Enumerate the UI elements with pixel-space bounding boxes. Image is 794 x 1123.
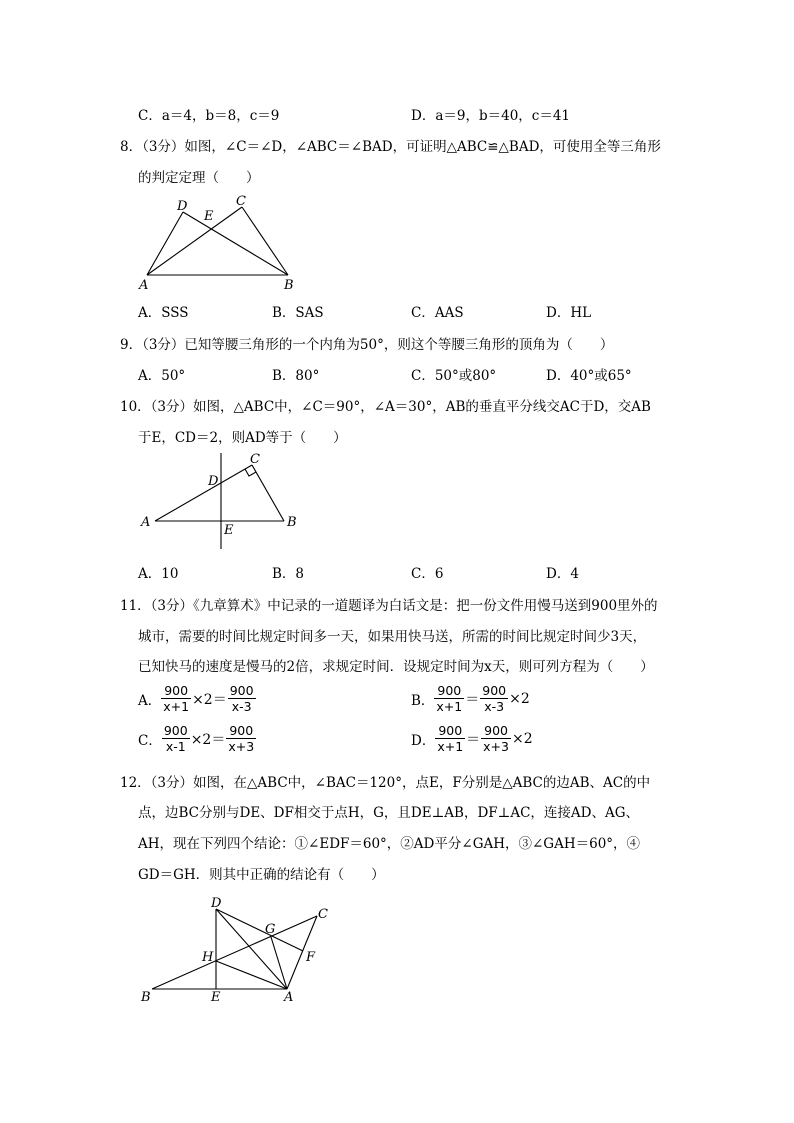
q10-label-b: B [287,515,297,530]
q9-option-c[interactable]: C．50°或80° [411,368,497,384]
q11-c-fraction-right: $\frac{900}{x+3}$ [228,723,255,754]
q11-option-b[interactable]: B． $\frac{900}{x+1}$ ＝ $\frac{900}{x-3}$ ×2 [411,683,530,714]
q8-figure [135,188,305,296]
q8-label-b: B [284,278,294,293]
q10-option-c[interactable]: C．6 [411,566,444,582]
q9-option-a[interactable]: A．50° [138,368,186,384]
q11-d-fraction-right: $\frac{900}{x+3}$ [483,723,509,754]
q11-b-fraction-left: $\frac{900}{x+1}$ [436,683,463,714]
q10-stem-line1: 10．（3分）如图，△ABC中，∠C＝90°，∠A＝30°，AB的垂直平分线交AC于D，交AB [120,399,651,415]
q8-option-a[interactable]: A．SSS [138,305,189,321]
q10-label-e: E [224,523,234,538]
q9-option-d[interactable]: D．40°或65° [546,368,632,384]
q9-stem: 9．（3分）已知等腰三角形的一个内角为50°，则这个等腰三角形的顶角为（ ） [120,337,614,353]
q8-label-a: A [139,278,149,293]
q12-stem-line4: GD＝GH．则其中正确的结论有（ ） [138,867,385,883]
q11-option-d[interactable]: D． $\frac{900}{x+1}$ ＝ $\frac{900}{x+3}$ ×2 [411,723,533,754]
q10-figure [135,448,305,556]
q12-label-e: E [211,990,221,1005]
q8-segment-ac [147,207,242,275]
q11-option-a[interactable]: A． $\frac{900}{x+1}$ ×2＝ $\frac{900}{x-3}$ [138,683,254,714]
q12-stem-line3: AH，现在下列四个结论：①∠EDF＝60°，②AD平分∠GAH，③∠GAH＝60°，④ [138,836,641,852]
q11-b-fraction-right: $\frac{900}{x-3}$ [482,683,507,714]
q12-segment-ha [216,961,287,989]
q12-label-d: D [211,896,222,911]
q7-option-c[interactable]: C．a＝4，b＝8，c＝9 [138,108,280,124]
q10-option-d[interactable]: D．4 [546,566,579,582]
q7-option-d[interactable]: D．a＝9，b＝40，c＝41 [411,108,571,124]
q12-label-c: C [318,907,328,922]
q8-stem-line1: 8．（3分）如图，∠C＝∠D，∠ABC＝∠BAD，可证明△ABC≌△BAD，可使用全等三角形 [120,139,661,155]
q10-option-b[interactable]: B．8 [272,566,305,582]
q8-stem-line2: 的判定定理（ ） [138,170,260,186]
q8-label-c: C [236,194,246,209]
q9-option-b[interactable]: B．80° [272,368,320,384]
q12-stem-line2: 点，边BC分别与DE、DF相交于点H，G，且DE⊥AB，DF⊥AC，连接AD、AG、 [138,805,640,821]
q12-segment-ga [271,937,287,989]
q12-segment-bc [152,916,317,989]
q8-label-e: E [204,209,214,224]
q11-d-fraction-left: $\frac{900}{x+1}$ [437,723,464,754]
q11-option-c[interactable]: C． $\frac{900}{x-1}$ ×2＝ $\frac{900}{x+3}$ [138,723,255,754]
q8-option-d[interactable]: D．HL [546,305,592,321]
q8-segment-cb [242,207,288,275]
q8-label-d: D [177,199,188,214]
q12-label-f: F [306,950,316,965]
q10-label-c: C [250,452,260,467]
q12-label-h: H [202,950,214,965]
q12-figure [135,890,335,1010]
q10-segment-cb [252,465,284,521]
q10-option-a[interactable]: A．10 [138,566,179,582]
q8-segment-ad [147,212,183,275]
q12-stem-line1: 12．（3分）如图，在△ABC中，∠BAC＝120°，点E，F分别是△ABC的边AB、AC的中 [120,775,651,791]
q12-label-g: G [265,922,276,937]
q10-stem-line2: 于E，CD＝2，则AD等于（ ） [138,430,347,446]
q11-a-fraction-left: $\frac{900}{x+1}$ [163,683,190,714]
q10-segment-ac [155,465,252,521]
q12-label-b: B [141,990,151,1005]
q11-stem-line2: 城市，需要的时间比规定时间多一天，如果用快马送，所需的时间比规定时间少3天， [138,629,647,645]
q11-a-fraction-right: $\frac{900}{x-3}$ [229,683,254,714]
q12-label-a: A [284,990,294,1005]
q10-label-d: D [208,474,219,489]
q11-stem-line1: 11．（3分）《九章算术》中记录的一道题译为白话文是：把一份文件用慢马送到900里外的 [120,598,658,614]
q10-label-a: A [141,515,151,530]
q8-option-c[interactable]: C．AAS [411,305,464,321]
q8-option-b[interactable]: B．SAS [272,305,324,321]
q12-segment-da [216,909,287,989]
q11-stem-line3: 已知快马的速度是慢马的2倍，求规定时间．设规定时间为x天，则可列方程为（ ） [138,659,654,675]
q12-segment-df [216,909,303,951]
q8-segment-db [183,212,288,275]
q11-c-fraction-left: $\frac{900}{x-1}$ [163,723,188,754]
